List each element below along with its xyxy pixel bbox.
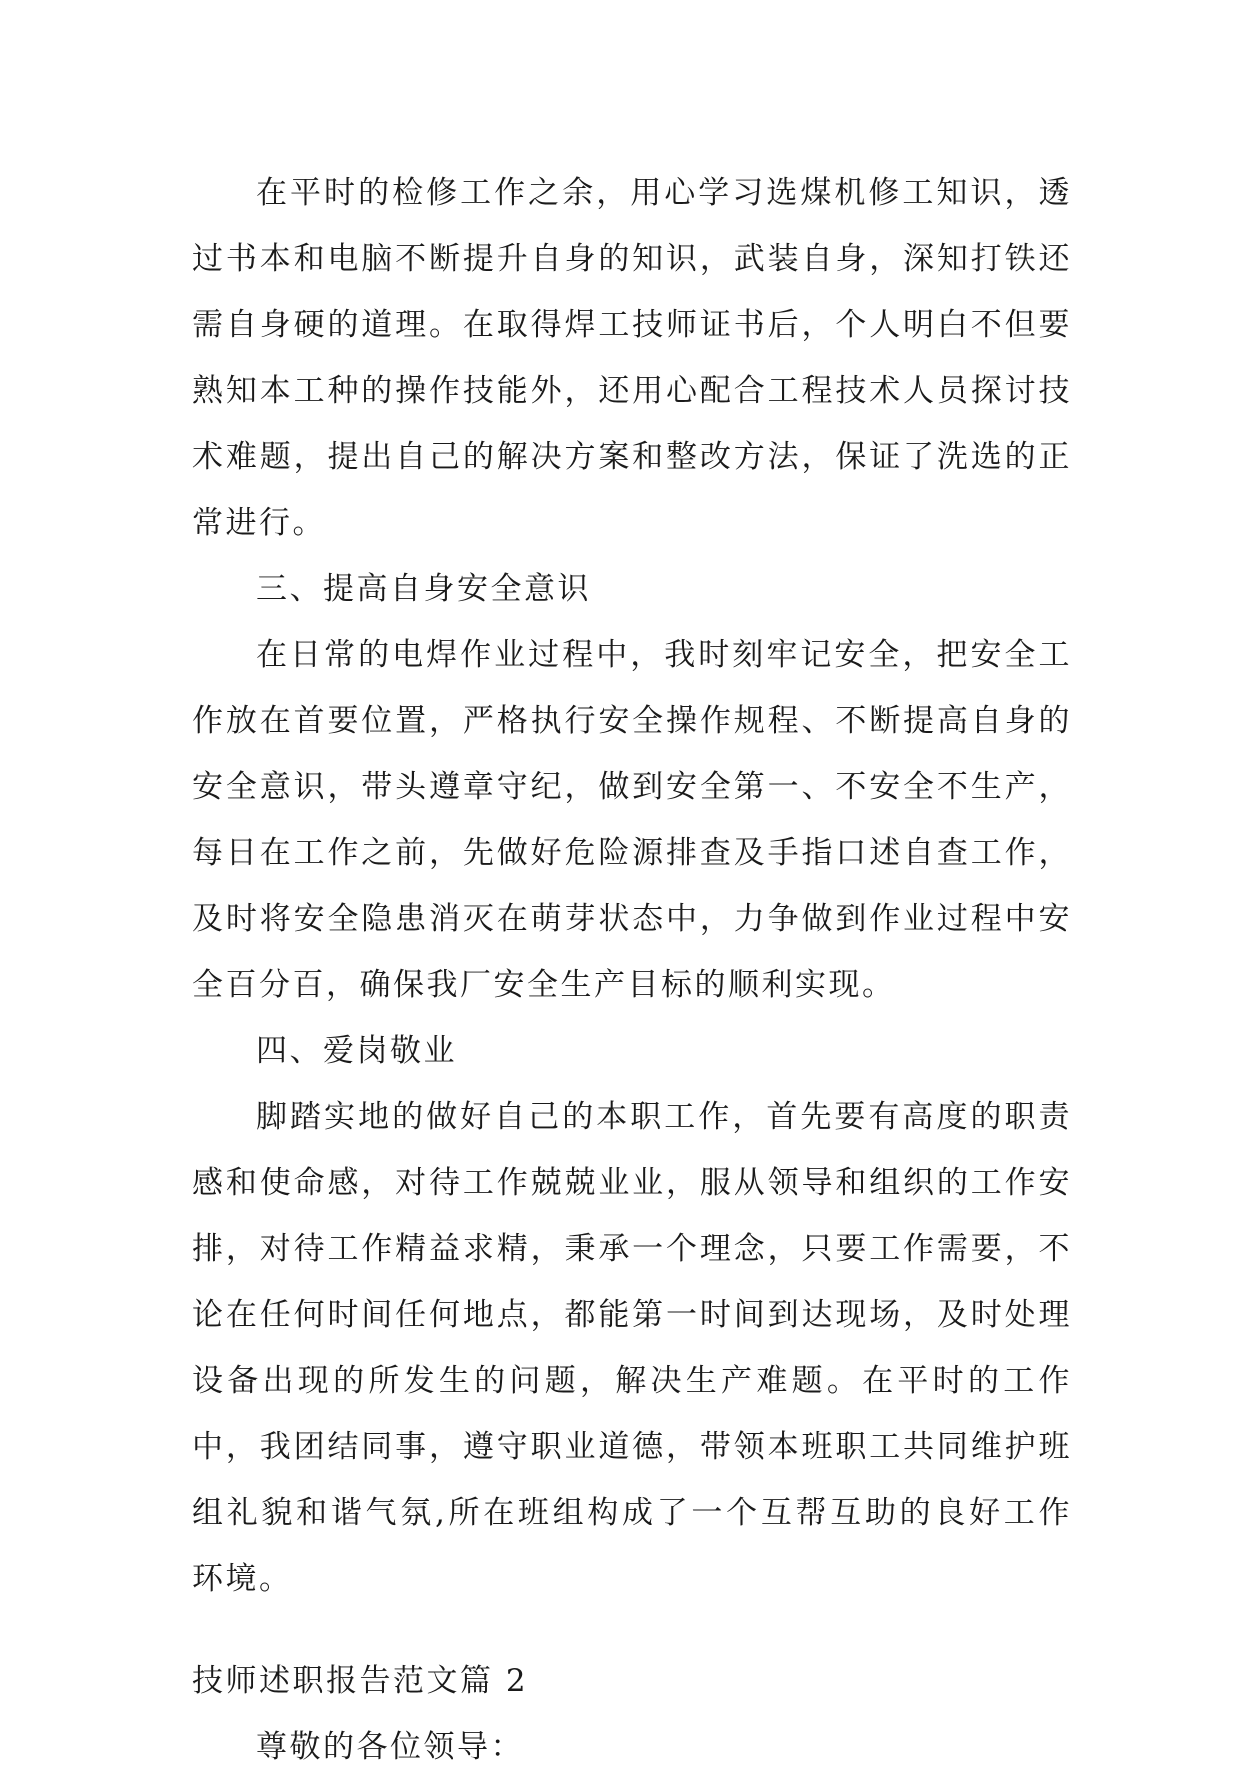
heading-safety-awareness: 三、提高自身安全意识 <box>256 571 591 607</box>
section-title: 技师述职报告范文篇 2 <box>192 1663 529 1699</box>
heading-dedication: 四、爱岗敬业 <box>256 1033 457 1069</box>
document-body <box>192 160 1072 1780</box>
paragraph-study: 在平时的检修工作之余，用心学习选煤机修工知识，透过书本和电脑不断提升自身的知识，武装自身，深知打铁还需自身硬的道理。在取得焊工技师证书后，个人明白不但要熟知本工种的操作技能外，还用心配合工程技术人员探讨技术难题，提出自己的解决方案和整改方法，保证了洗选的正常进行。 <box>192 175 1072 541</box>
paragraph-safety: 在日常的电焊作业过程中，我时刻牢记安全，把安全工作放在首要位置，严格执行安全操作规程、不断提高自身的安全意识，带头遵章守纪，做到安全第一、不安全不生产，每日在工作之前，先做好危险源排查及手指口述自查工作，及时将安全隐患消灭在萌芽状态中，力争做到作业过程中安全百分百，确保我厂安全生产目标的顺利实现。 <box>192 637 1072 1003</box>
paragraph-dedication: 脚踏实地的做好自己的本职工作，首先要有高度的职责感和使命感，对待工作兢兢业业，服从领导和组织的工作安排，对待工作精益求精，秉承一个理念，只要工作需要，不论在任何时间任何地点，都能第一时间到达现场，及时处理设备出现的所发生的问题，解决生产难题。在平时的工作中，我团结同事，遵守职业道德，带领本班职工共同维护班组礼貌和谐气氛,所在班组构成了一个互帮互助的良好工作环境。 <box>192 1099 1072 1597</box>
salutation: 尊敬的各位领导： <box>256 1729 524 1765</box>
